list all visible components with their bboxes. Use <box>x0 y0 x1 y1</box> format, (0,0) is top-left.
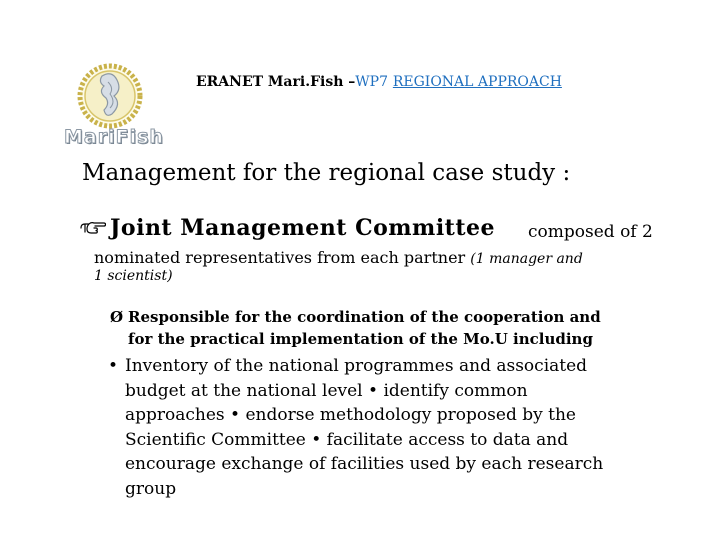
task-line: approaches • endorse methodology proposed by the <box>125 405 576 425</box>
task-line <box>108 354 688 379</box>
header-prefix: ERANET Mari.Fish – <box>196 74 356 90</box>
tasks-block <box>108 354 688 501</box>
task-line: group <box>125 478 177 499</box>
slide-title: Management for the regional case study : <box>82 160 571 186</box>
scientist-note: 1 scientist) <box>94 268 173 284</box>
joint-committee-title: Joint Management Committee <box>110 215 496 241</box>
dot-bullet-icon: • <box>108 356 119 376</box>
responsible-block <box>110 306 710 350</box>
task-line: Scientific Committee • facilitate access to data and <box>125 429 569 450</box>
joint-committee-suffix: composed of 2 <box>528 222 653 242</box>
marifish-logo <box>62 60 164 152</box>
responsible-text-1: Responsible for the coordination of the cooperation and <box>128 308 601 326</box>
pointing-hand-icon <box>80 220 106 236</box>
arrow-bullet-icon: Ø <box>110 308 124 326</box>
header-wp: WP7 <box>355 74 388 90</box>
task-line-text: Inventory of the national programmes and associated <box>125 356 588 376</box>
slide-header <box>196 74 562 90</box>
logo-wordmark: MariFish <box>64 126 164 148</box>
task-line: encourage exchange of facilities used by each research <box>125 454 604 474</box>
task-line: budget at the national level • identify common <box>125 380 528 401</box>
manager-note: (1 manager and <box>470 251 583 267</box>
representatives-text: nominated representatives from each partner <box>94 248 471 267</box>
responsible-line-1 <box>110 306 710 328</box>
joint-committee-line2 <box>94 248 583 267</box>
header-region-link[interactable]: REGIONAL APPROACH <box>392 74 562 90</box>
responsible-line-2: for the practical implementation of the Mo.U including <box>128 330 593 348</box>
